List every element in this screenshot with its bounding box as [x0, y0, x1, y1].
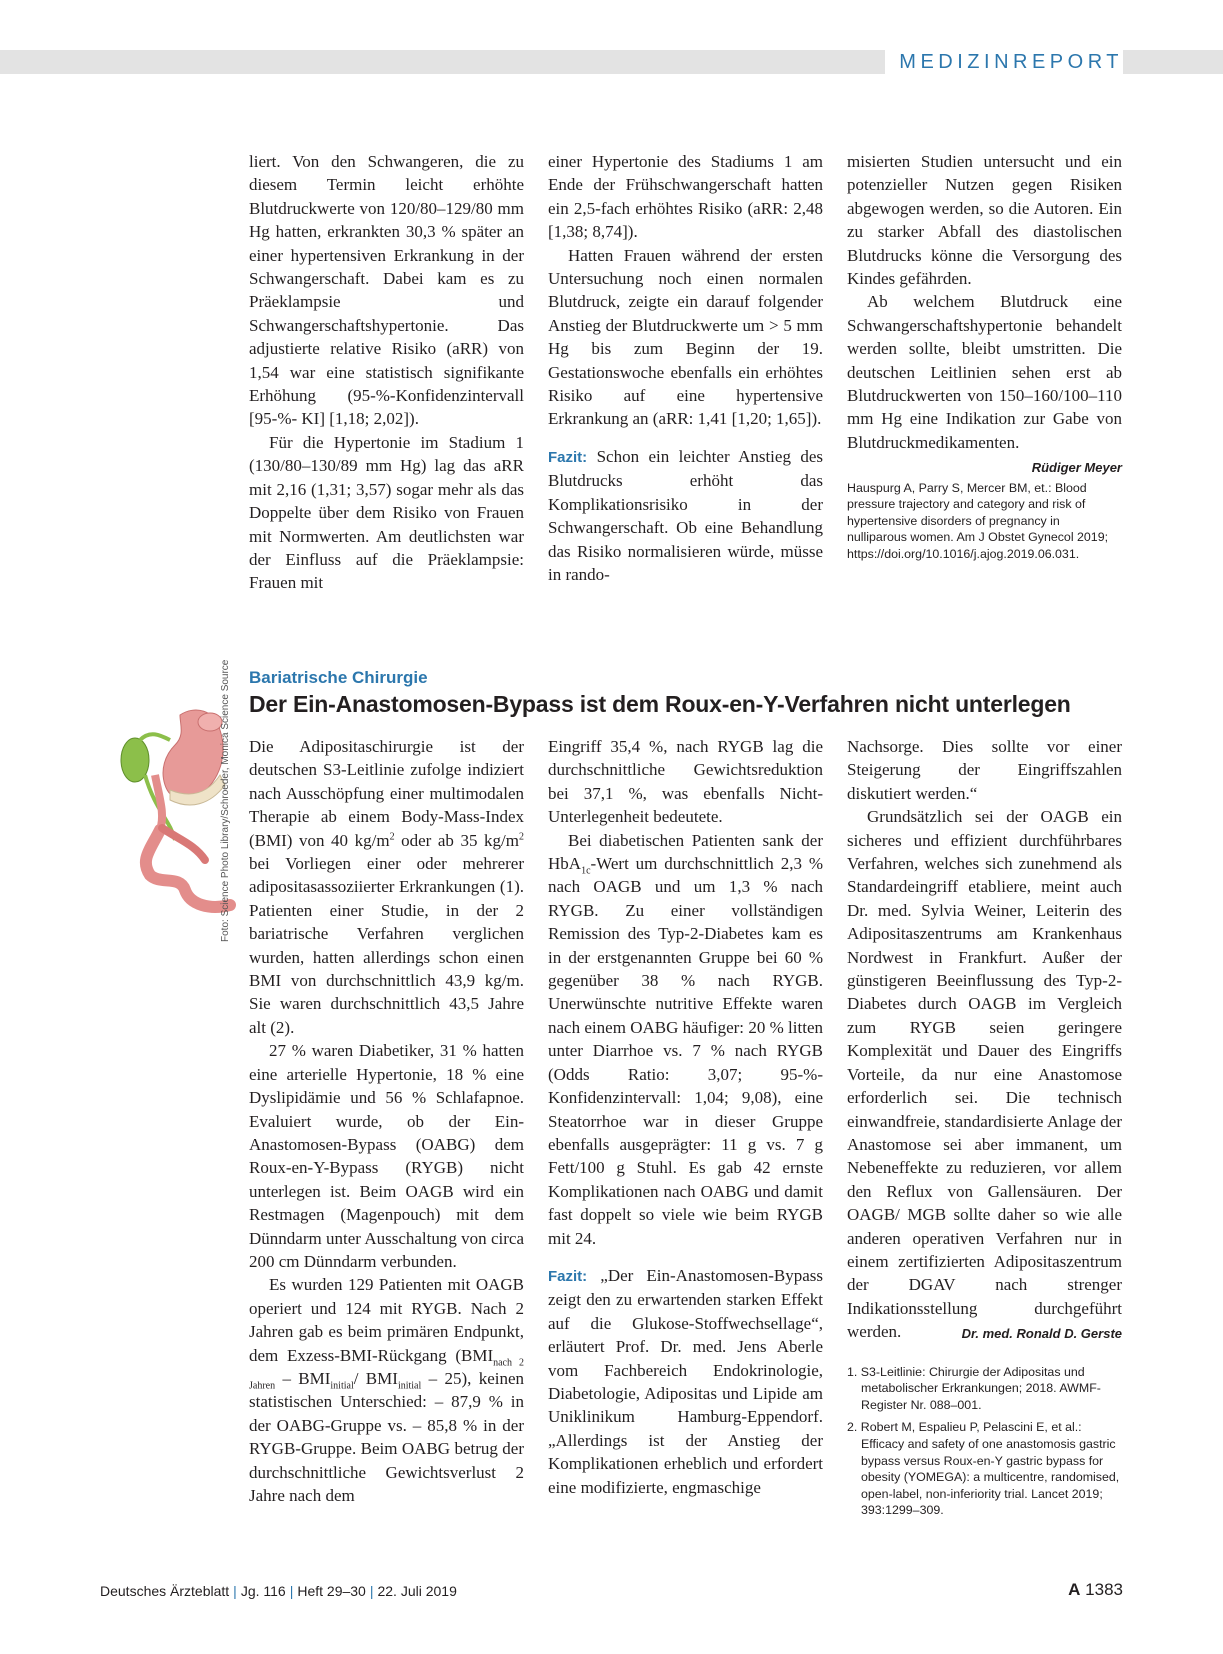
paragraph-text: Ab welchem Blutdruck eine Schwangerschaftshypertonie behandelt werden sollte, bleibt umstritten. Die deutschen Leitlinien sehen erst ab Blutdruckwerten von 150–160/100–110 mm Hg eine Indikation zur Gabe von Blutdruckmedikamenten. [847, 292, 1122, 452]
article1-column-1 [249, 150, 524, 595]
text: Die Adipositaschirurgie ist der deutschen S3-Leitlinie zufolge indiziert nach Ausschöpfung einer multimodalen Therapie ab einem Body-Mass-Index (BMI) von 40 kg/m [249, 737, 524, 850]
subscript: 1c [581, 865, 591, 877]
paragraph: einer Hypertonie des Stadiums 1 am Ende der Frühschwangerschaft hatten ein 2,5-fach erhöhtes Risiko (aRR: 2,48 [1,38; 8,74]). [548, 152, 823, 242]
paragraph: Für die Hypertonie im Stadium 1 (130/80–130/89 mm Hg) lag das aRR mit 2,16 (1,31; 3,57) sogar mehr als das Doppelte über dem Risiko von Frauen mit Normwerten. Am deutlichsten war der Einfluss auf die Präeklampsie: Frauen mit [249, 432, 524, 593]
footer-citation [100, 1583, 457, 1599]
subscript: nach 2 Jahren [249, 1356, 524, 1392]
text: / BMI [353, 1368, 398, 1388]
paragraph: misierten Studien untersucht und ein potenzieller Nutzen gegen Risiken abgewogen werden, so die Autoren. Ein zu starker Abfall des diastolischen Blutdrucks könne die Versorgung des Kindes gefährden. [847, 152, 1122, 289]
page-number [1068, 1580, 1123, 1600]
volume: Jg. 116 [240, 1583, 286, 1599]
paragraph: liert. Von den Schwangeren, die zu diesem Termin leicht erhöhte Blutdruckwerte von 120/80–129/80 mm Hg hatten, erkrankten 30,3 % später an einer hypertensiven Erkrankung in der Schwangerschaft. Dabei kam es zu Präeklampsie und Schwangerschaftshypertonie. Das adjustierte relative Risiko (aRR) von 1,54 war eine statistisch signifikante Erhöhung (95-%-Konfidenzintervall [95-%- KI] [1,18; 2,02]). [249, 152, 524, 429]
page-prefix: A [1068, 1580, 1081, 1599]
reference-list [847, 1364, 1122, 1519]
photo-credit: Foto: Science Photo Library/Schroeder, Monica Science Source [220, 659, 231, 942]
text: – BMI [275, 1368, 331, 1388]
text: -Wert um durchschnittlich 2,3 % nach OAGB und um 1,3 % nach RYGB. Zu einer vollständigen Remission des Typ-2-Diabetes kam es in der erstgenannten Gruppe bei 60 % gegenüber 38 % nach RYGB. Unerwünschte nutritive Effekte waren nach einem OABG häufiger: 20 % litten unter Diarrhoe vs. 7 % nach RYGB (Odds Ratio: 3,07; 95-%-Konfidenzintervall: 1,04; 9,08), eine Steatorrhoe war in dieser Gruppe ebenfalls ausgeprägter: 11 g vs. 7 g Fett/100 g Stuhl. Es gab 42 ernste Komplikationen nach OABG und damit fast doppelt so viele wie beim RYGB mit 24. [548, 854, 823, 1248]
paragraph: Nachsorge. Dies sollte vor einer Steigerung der Eingriffszahlen diskutiert werden.“ [847, 737, 1122, 803]
separator: | [289, 1583, 294, 1599]
author-byline: Dr. med. Ronald D. Gerste [961, 1326, 1122, 1342]
reference-item: 2. Robert M, Espalieu P, Pelascini E, et al.: Efficacy and safety of one anastomosis gastric bypass versus Roux-en-Y gastric bypass for obesity (YOMEGA): a multicentre, randomised, open-label, non-inferiority trial. Lancet 2019; 393:1299–309. [847, 1420, 1120, 1518]
fazit-label: Fazit: [548, 448, 588, 466]
reference: Hauspurg A, Parry S, Mercer BM, et.: Blood pressure trajectory and category and risk of hypertensive disorders of pregnancy in nulliparous women. Am J Obstet Gynecol 2019; https://doi.org/10.1016/j.ajog.2019.06.031. [847, 480, 1109, 562]
fazit-text: Schon ein leichter Anstieg des Blutdrucks erhöht das Komplikationsrisiko in der Schwangerschaft. Ob eine Behandlung das Risiko normalisieren würde, müsse in rando- [548, 446, 824, 584]
text: – 25), keinen statistischen Unterschied: – 87,9 % in der OABG-Gruppe vs. – 85,8 % in der RYGB-Gruppe. Beim OABG betrug der durchschnittliche Gewichtsverlust 2 Jahre nach dem [249, 1368, 525, 1505]
fazit-paragraph [548, 1264, 823, 1499]
fazit-text: „Der Ein-Anastomosen-Bypass zeigt den zu erwartenden starken Effekt auf die Glukose-Stoffwechsellage“, erläutert Prof. Dr. med. Jens Aberle vom Fachbereich Endokrinologie, Diabetologie, Adipositas und Lipide am Uniklinikum Hamburg-Eppendorf. „Allerdings ist der Anstieg der Komplikationen erheblich und erfordert eine modifizierte, engmaschige [548, 1265, 824, 1497]
paragraph: 27 % waren Diabetiker, 31 % hatten eine arterielle Hypertonie, 18 % eine Dyslipidämie und 56 % Schlafapnoe. Evaluiert wurde, ob der Ein-Anastomosen-Bypass (OABG) dem Roux-en-Y-Bypass (RYGB) nicht unterlegen ist. Beim OAGB wird ein Restmagen (Magenpouch) mit dem Dünndarm unter Ausschaltung von circa 200 cm Dünndarm verbunden. [249, 1041, 524, 1271]
article2-column-1 [249, 735, 524, 1507]
article1-column-2 [548, 150, 823, 586]
fazit-paragraph [548, 445, 823, 586]
article2-headline: Der Ein-Anastomosen-Bypass ist dem Roux-en-Y-Verfahren nicht unterlegen [249, 691, 1071, 717]
issue: Heft 29–30 [297, 1583, 366, 1599]
journal-name: Deutsches Ärzteblatt [100, 1583, 230, 1599]
author-byline: Rüdiger Meyer [1031, 460, 1122, 476]
reference-item: 1. S3-Leitlinie: Chirurgie der Adipositas und metabolischer Erkrankungen; 2018. AWMF-Register Nr. 088–001. [847, 1364, 1101, 1412]
paragraph [847, 805, 1122, 1343]
text: Bei diabetischen Patienten sank der HbA [548, 830, 823, 874]
article2-kicker: Bariatrische Chirurgie [249, 668, 428, 687]
paragraph: Eingriff 35,4 %, nach RYGB lag die durchschnittliche Gewichtsreduktion bei 37,1 %, was ebenfalls Nicht-Unterlegenheit bedeutete. [548, 737, 823, 827]
text: bei Vorliegen einer oder mehrerer adipositasassoziierter Erkrankungen (1). Patienten einer Studie, in der 2 bariatrische Verfahren verglichen wurden, hatten allerdings schon einen BMI von durchschnittlich 43,9 kg/m. Sie waren durchschnittlich 43,5 Jahre alt (2). [249, 854, 524, 1037]
paragraph [249, 735, 524, 1039]
text: Es wurden 129 Patienten mit OAGB operiert und 124 mit RYGB. Nach 2 Jahren gab es beim primären Endpunkt, dem Exzess-BMI-Rückgang (BMI [249, 1275, 524, 1365]
article2-column-3 [847, 735, 1122, 1525]
subscript: initial [397, 1380, 422, 1392]
section-label: MEDIZINREPORT [885, 48, 1123, 76]
superscript: 2 [389, 830, 395, 842]
fazit-label: Fazit: [548, 1267, 588, 1285]
superscript: 2 [519, 830, 524, 842]
subscript: initial [330, 1380, 354, 1392]
article2-column-2 [548, 735, 823, 1499]
issue-date: 22. Juli 2019 [377, 1583, 457, 1599]
separator: | [369, 1583, 374, 1599]
text: oder ab 35 kg/m [394, 830, 519, 850]
paragraph: Hatten Frauen während der ersten Untersuchung noch einen normalen Blutdruck, zeigte ein darauf folgender Anstieg der Blutdruckwerte um > 5 mm Hg bis zum Beginn der 19. Gestationswoche ebenfalls ein erhöhtes Risiko auf eine hypertensive Erkrankung an (aRR: 1,41 [1,20; 1,65]). [548, 245, 823, 429]
paragraph [847, 290, 1122, 476]
paragraph [249, 1273, 524, 1507]
article1-column-3 [847, 150, 1122, 563]
separator: | [233, 1583, 237, 1599]
paragraph [548, 829, 823, 1250]
paragraph-text: Grundsätzlich sei der OAGB ein sicheres und effizient durchführbares Verfahren, welches sich zunehmend als Standardeingriff etabliere, meint auch Dr. med. Sylvia Weiner, Leiterin des Adipositaszentrums am Krankenhaus Nordwest in Frankfurt. Außer der günstigeren Beeinflussung des Typ-2-Diabetes durch OAGB im Vergleich zum RYGB seien geringere Komplexität und Dauer des Eingriffs Vorteile, da nur eine Anastomose erforderlich sei. Die technisch einwandfreie, standardisierte Anlage der Anastomose sei aber immanent, um Nebeneffekte zu reduzieren, vor allem den Reflux von Gallensäuren. Der OAGB/ MGB sollte daher so wie alle anderen operativen Verfahren nur in einem zertifizierten Adipositaszentrum der DGAV nach strenger Indikationsstellung durchgeführt werden. [847, 807, 1122, 1342]
page-number-value: 1383 [1085, 1580, 1123, 1599]
